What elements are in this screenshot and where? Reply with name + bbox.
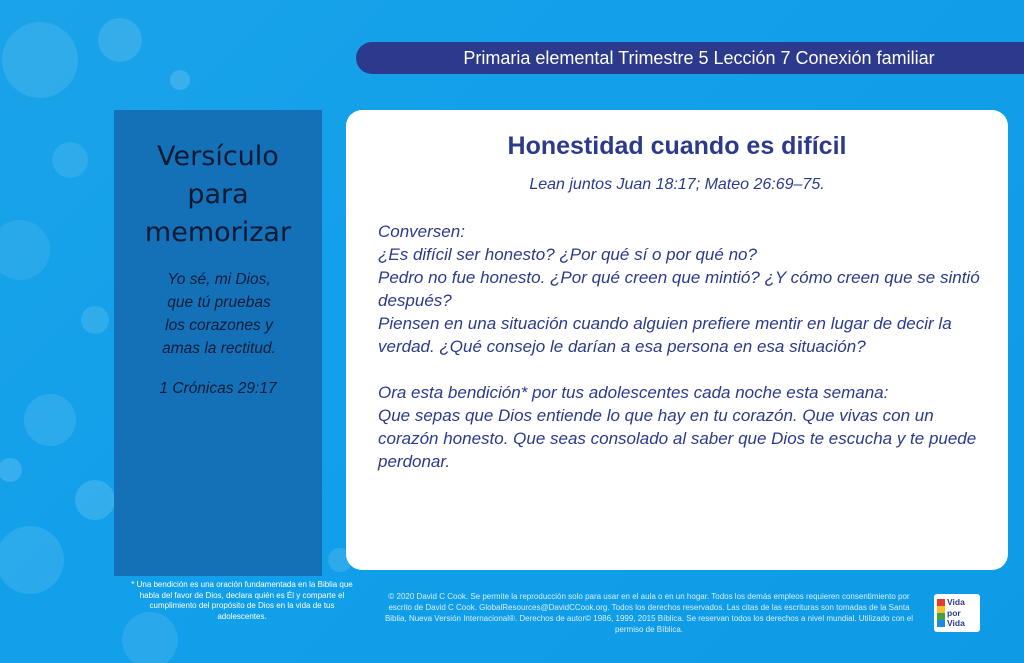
lesson-card	[346, 110, 1008, 570]
pray-heading: Ora esta bendición* por tus adolescentes cada noche esta semana:	[378, 383, 889, 402]
logo-stripe	[937, 599, 945, 606]
discuss-question: Piensen en una situación cuando alguien prefiere mentir en lugar de decir la verdad. ¿Qué consejo le darían a esa persona en esa situación?	[378, 314, 952, 356]
pray-text: Que sepas que Dios entiende lo que hay en tu corazón. Que vivas con un corazón honesto. Que seas consolado al saber que Dios te escucha y te puede perdonar.	[378, 406, 977, 471]
blessing-footnote: * Una bendición es una oración fundamentada en la Biblia que habla del favor de Dios, declara quién es Él y comparte el cumplimiento del propósito de Dios en la vida de tus adolescentes.	[131, 580, 353, 621]
logo-stripe	[937, 613, 945, 620]
logo-line: Vida	[947, 618, 965, 628]
memory-verse-title-line: Versículo	[157, 141, 279, 172]
memory-verse-reference: 1 Crónicas 29:17	[159, 380, 277, 397]
memory-verse-line: Yo sé, mi Dios,	[167, 271, 271, 288]
vida-por-vida-logo	[934, 594, 980, 632]
memory-verse-line: amas la rectitud.	[162, 340, 276, 357]
memory-verse-title-line: para	[187, 179, 249, 210]
memory-verse-panel	[114, 110, 322, 576]
memory-verse-title	[114, 138, 322, 252]
lesson-body	[378, 220, 988, 473]
lesson-title: Honestidad cuando es difícil	[507, 132, 847, 160]
logo-stripe	[937, 620, 945, 627]
discuss-question: ¿Es difícil ser honesto? ¿Por qué sí o por qué no?	[378, 245, 757, 264]
memory-verse-title-line: memorizar	[144, 217, 292, 248]
logo-line: Vida	[947, 597, 965, 607]
discuss-heading: Conversen:	[378, 222, 465, 241]
memory-verse-line: los corazones y	[165, 317, 273, 334]
lesson-reading: Lean juntos Juan 18:17; Mateo 26:69–75.	[529, 176, 825, 193]
copyright-notice: © 2020 David C Cook. Se permite la reproducción solo para usar en el aula o en un hogar. Todos los demás empleos requieren consentimiento por escrito de David C Cook. GlobalResources@DavidCCook.org. Todos los derechos reservados. Las citas de las escrituras son tomadas de la Santa Biblia, Nueva Versión Internacional®. Derechos de autor© 1986, 1999, 2015 Bíblica. Se reservan todos los derechos a nivel mundial. Utilizado con el permiso de Bíblica.	[384, 592, 914, 634]
discuss-question: Pedro no fue honesto. ¿Por qué creen que mintió? ¿Y cómo creen que se sintió después?	[378, 268, 980, 310]
memory-verse-text	[124, 268, 314, 360]
memory-verse-line: que tú pruebas	[167, 294, 271, 311]
lesson-header: Primaria elemental Trimestre 5 Lección 7 Conexión familiar	[356, 42, 1024, 74]
logo-stripes-icon	[937, 599, 945, 627]
logo-line: por	[947, 607, 961, 618]
logo-stripe	[937, 606, 945, 613]
logo-text	[947, 597, 979, 629]
